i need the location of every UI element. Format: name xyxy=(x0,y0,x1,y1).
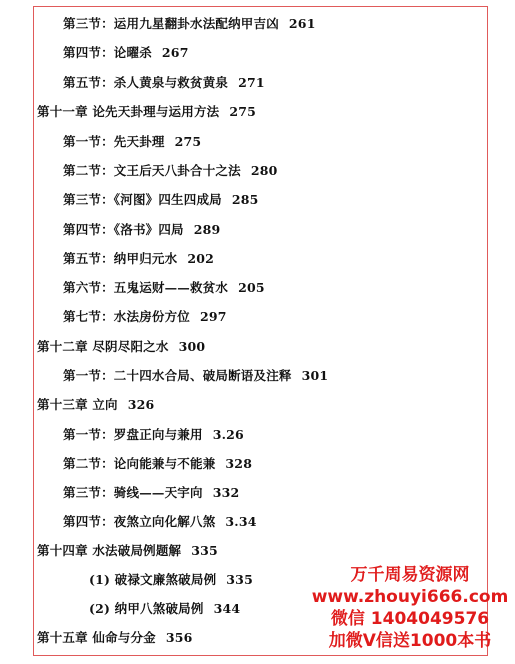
toc-title: 第十三章 立向 xyxy=(37,397,118,412)
toc-page: 202 xyxy=(187,251,215,266)
toc-title: 第十五章 仙命与分金 xyxy=(37,630,156,645)
toc-chapter xyxy=(37,541,218,559)
toc-chapter xyxy=(37,102,256,120)
toc-page: 285 xyxy=(231,192,259,207)
toc-page: 289 xyxy=(193,222,221,237)
watermark-line: www.zhouyi666.com xyxy=(311,587,509,607)
toc-title: 第一节：罗盘正向与兼用 xyxy=(63,427,203,442)
toc-entry xyxy=(63,132,201,150)
toc-page: 280 xyxy=(250,163,278,178)
toc-entry xyxy=(63,249,214,267)
toc-entry xyxy=(63,278,265,296)
toc-subentry xyxy=(89,570,253,588)
toc-title: 第十二章 尽阴尽阳之水 xyxy=(37,339,169,354)
toc-page: 335 xyxy=(226,572,253,587)
toc-page: 335 xyxy=(191,543,218,558)
toc-entry xyxy=(63,366,328,384)
toc-title: 第五节：纳甲归元水 xyxy=(63,251,178,266)
toc-entry xyxy=(63,161,278,179)
toc-page: 275 xyxy=(174,134,202,149)
toc-title: 第四节：论曜杀 xyxy=(63,45,152,60)
toc-title: 第三节：运用九星翻卦水法配纳甲吉凶 xyxy=(63,16,279,31)
toc-page: 205 xyxy=(238,280,265,295)
toc-entry xyxy=(63,14,316,32)
toc-title: 第十四章 水法破局例题解 xyxy=(37,543,182,558)
watermark-line: 微信 1404049576 xyxy=(330,609,490,629)
toc-title: 第七节：水法房份方位 xyxy=(63,309,191,324)
toc-title: 第三节：骑线——天宇向 xyxy=(63,485,203,500)
toc-chapter xyxy=(37,628,193,646)
toc-page: 271 xyxy=(238,75,265,90)
toc-title: 第五节：杀人黄泉与救贫黄泉 xyxy=(63,75,229,90)
toc-entry xyxy=(63,512,257,530)
toc-title: 第十一章 论先天卦理与运用方法 xyxy=(37,104,220,119)
toc-entry xyxy=(63,483,239,501)
toc-chapter xyxy=(37,395,154,413)
toc-page: 344 xyxy=(213,601,241,616)
toc-entry xyxy=(63,425,244,443)
toc-page: 267 xyxy=(161,45,189,60)
toc-chapter xyxy=(37,337,205,355)
toc-title: (2) 纳甲八煞破局例 xyxy=(89,601,204,616)
toc-page: 301 xyxy=(301,368,329,383)
toc-title: (1) 破禄文廉煞破局例 xyxy=(89,572,217,587)
watermark-line: 万千周易资源网 xyxy=(350,565,470,585)
toc-page: 326 xyxy=(127,397,155,412)
toc-entry xyxy=(63,73,265,91)
toc-page: 275 xyxy=(229,104,257,119)
toc-page: 297 xyxy=(200,309,227,324)
toc-entry xyxy=(63,43,189,61)
toc-title: 第六节：五鬼运财——救贫水 xyxy=(63,280,229,295)
toc-page: 3.34 xyxy=(225,514,257,529)
toc-title: 第一节：先天卦理 xyxy=(63,134,165,149)
toc-title: 第一节：二十四水合局、破局断语及注释 xyxy=(63,368,292,383)
toc-title: 第四节：《洛书》四局 xyxy=(63,222,184,237)
watermark-line: 加微V信送1000本书 xyxy=(328,631,492,651)
toc-subentry xyxy=(89,599,240,617)
toc-page: 261 xyxy=(288,16,316,31)
toc-page: 356 xyxy=(165,630,193,645)
toc-title: 第二节：论向能兼与不能兼 xyxy=(63,456,216,471)
toc-entry xyxy=(63,190,259,208)
toc-entry xyxy=(63,220,220,238)
toc-entry xyxy=(63,307,227,325)
watermark xyxy=(310,564,510,652)
toc-title: 第四节：夜煞立向化解八煞 xyxy=(63,514,216,529)
toc-page: 3.26 xyxy=(212,427,244,442)
toc-page: 328 xyxy=(225,456,253,471)
toc-title: 第二节：文王后天八卦合十之法 xyxy=(63,163,241,178)
toc-page: 300 xyxy=(178,339,206,354)
toc-page: 332 xyxy=(212,485,240,500)
toc-title: 第三节：《河图》四生四成局 xyxy=(63,192,222,207)
toc-entry xyxy=(63,454,252,472)
